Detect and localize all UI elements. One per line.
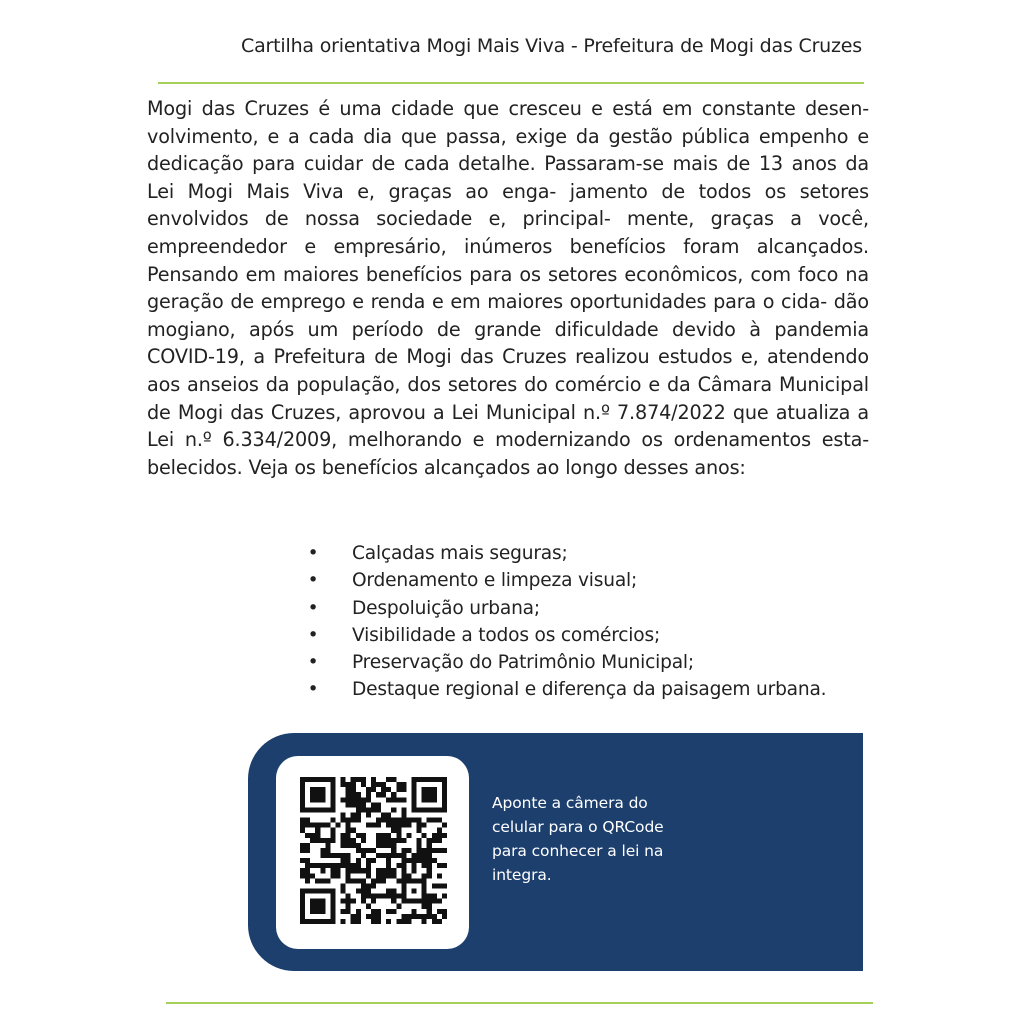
bullet-icon: • — [307, 624, 319, 646]
list-item-text: Calçadas mais seguras; — [352, 543, 568, 564]
list-item-text: Visibilidade a todos os comércios; — [352, 624, 661, 646]
list-item-text: Destaque regional e diferença da paisagem urbana. — [352, 679, 827, 701]
list-item — [306, 595, 886, 622]
footer-divider — [166, 1002, 873, 1004]
list-item-text: Despoluição urbana; — [352, 597, 540, 619]
bullet-icon: • — [307, 652, 319, 674]
bullet-icon: • — [307, 679, 319, 701]
header-divider — [158, 82, 864, 84]
qr-caption-line: Aponte a câmera do — [492, 794, 648, 812]
qr-code-icon[interactable] — [300, 777, 447, 924]
benefits-list — [306, 540, 886, 704]
qr-panel — [248, 733, 863, 971]
qr-card — [276, 756, 469, 949]
intro-paragraph: Mogi das Cruzes é uma cidade que cresceu e está em constante desen- volvimento, e a cada dia que passa, exige da gestão pública empenho e dedicação para cuidar de cada detalhe. Passaram-se mais de 13 anos da Lei Mogi Mais Viva e, graças ao enga- jamento de todos os setores envolvidos de nossa sociedade e, principal- mente, graças a você, empreendedor e empresário, inúmeros benefícios foram alcançados. Pensando em maiores benefícios para os setores econômicos, com foco na geração de emprego e renda e em maiores oportunidades para o cida- dão mogiano, após um período de grande dificuldade devido à pandemia COVID-19, a Prefeitura de Mogi das Cruzes realizou estudos e, atendendo aos anseios da população, dos setores do comércio e da Câmara Municipal de Mogi das Cruzes, aprovou a Lei Municipal n.º 7.874/2022 que atualiza a Lei n.º 6.334/2009, melhorando e modernizando os ordenamentos esta- belecidos. Veja os benefícios alcançados ao longo desses anos: — [147, 97, 869, 479]
qr-caption-line: celular para o QRCode — [492, 818, 664, 836]
page-header: Cartilha orientativa Mogi Mais Viva - Prefeitura de Mogi das Cruzes — [241, 35, 862, 57]
list-item — [306, 649, 886, 676]
qr-caption — [492, 791, 692, 887]
qr-caption-line: para conhecer a lei na — [492, 842, 664, 860]
list-item — [306, 676, 886, 703]
qr-caption-line: integra. — [492, 866, 552, 884]
list-item — [306, 540, 886, 567]
bullet-icon: • — [307, 570, 319, 592]
bullet-icon: • — [307, 543, 319, 564]
bullet-icon: • — [307, 597, 319, 619]
list-item — [306, 567, 886, 594]
list-item-text: Ordenamento e limpeza visual; — [352, 570, 638, 592]
list-item — [306, 622, 886, 649]
list-item-text: Preservação do Patrimônio Municipal; — [352, 652, 694, 674]
